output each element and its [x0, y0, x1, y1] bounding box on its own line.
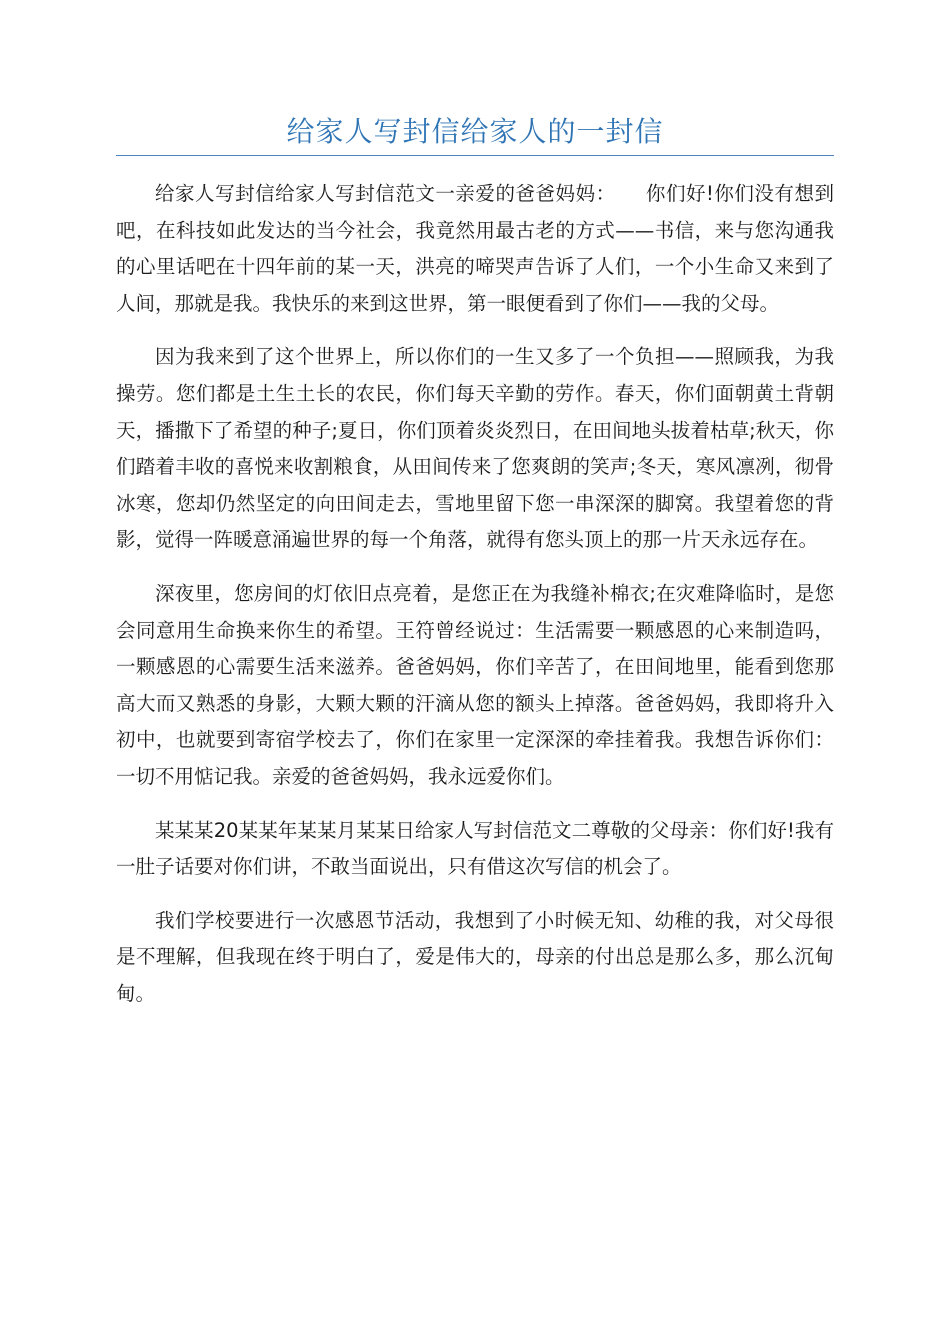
document-title: 给家人写封信给家人的一封信	[286, 115, 664, 148]
document-body	[116, 176, 834, 1029]
paragraph-1: 给家人写封信给家人写封信范文一亲爱的爸爸妈妈： 你们好!你们没有想到吧，在科技如此发达的当今社会，我竟然用最古老的方式——书信，来与您沟通我的心里话吧在十四年前的某一天，洪亮的啼哭声告诉了人们，一个小生命又来到了人间，那就是我。我快乐的来到这世界，第一眼便看到了你们——我的父母。	[116, 182, 834, 315]
paragraph-4: 某某某20某某年某某月某某日给家人写封信范文二尊敬的父母亲：你们好!我有一肚子话要对你们讲，不敢当面说出，只有借这次写信的机会了。	[116, 818, 834, 879]
paragraph-5: 我们学校要进行一次感恩节活动，我想到了小时候无知、幼稚的我，对父母很是不理解，但我现在终于明白了，爱是伟大的，母亲的付出总是那么多，那么沉甸甸。	[116, 908, 834, 1005]
paragraph-3: 深夜里，您房间的灯依旧点亮着，是您正在为我缝补棉衣;在灾难降临时，是您会同意用生命换来你生的希望。王符曾经说过：生活需要一颗感恩的心来制造吗，一颗感恩的心需要生活来滋养。爸爸妈妈，你们辛苦了，在田间地里，能看到您那高大而又熟悉的身影，大颗大颗的汗滴从您的额头上掉落。爸爸妈妈，我即将升入初中，也就要到寄宿学校去了，你们在家里一定深深的牵挂着我。我想告诉你们：一切不用惦记我。亲爱的爸爸妈妈，我永远爱你们。	[116, 581, 834, 788]
paragraph-2: 因为我来到了这个世界上，所以你们的一生又多了一个负担——照顾我，为我操劳。您们都是土生土长的农民，你们每天辛勤的劳作。春天，你们面朝黄土背朝天，播撒下了希望的种子;夏日，你们顶着炎炎烈日，在田间地头拔着枯草;秋天，你们踏着丰收的喜悦来收割粮食，从田间传来了您爽朗的笑声;冬天，寒风凛冽，彻骨冰寒，您却仍然坚定的向田间走去，雪地里留下您一串深深的脚窝。我望着您的背影，觉得一阵暖意涌遍世界的每一个角落，就得有您头顶上的那一片天永远存在。	[116, 345, 834, 552]
title-underline	[116, 155, 834, 156]
